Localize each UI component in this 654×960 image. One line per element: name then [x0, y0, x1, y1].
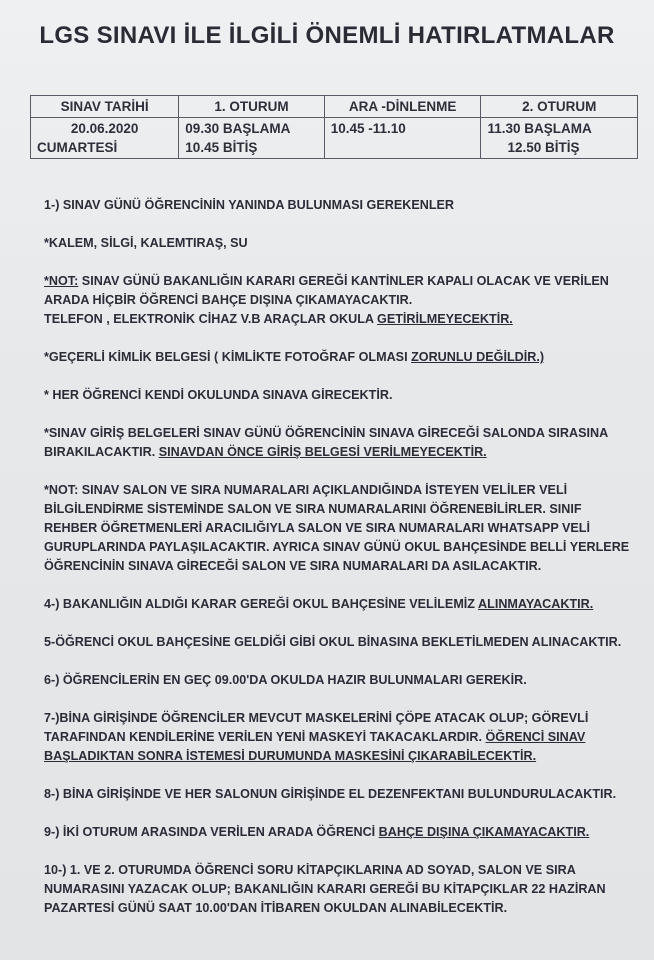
exam-date-cell: [31, 118, 179, 159]
exam-date: 20.06.2020: [70, 121, 139, 136]
item-1: 1-) SINAV GÜNÜ ÖĞRENCİNİN YANINDA BULUNMASI GEREKENLER: [44, 198, 455, 212]
session-2-end: 12.50 BİTİŞ: [507, 140, 580, 155]
page-title: LGS SINAVI İLE İLGİLİ ÖNEMLİ HATIRLATMALAR: [39, 22, 615, 49]
item-entry-document: *SINAV GİRİŞ BELGELERİ SINAV GÜNÜ ÖĞRENCİNİN SINAVA GİRECEĞİ SALONDA SIRASINA BIRAKILACAKTIR. SINAVDAN ÖNCE GİRİŞ BELGESİ VERİLMEYECEKTİR.: [44, 426, 608, 459]
session-1-cell: [179, 118, 324, 159]
note-label: *NOT:: [44, 274, 79, 288]
item-10: 10-) 1. VE 2. OTURUMDA ÖĞRENCİ SORU KİTAPÇIKLARINA AD SOYAD, SALON VE SIRA NUMARASINI YAZACAK OLUP; BAKANLIĞIN KARARI GEREĞİ BU KİTAPÇIKLAR 22 HAZİRAN PAZARTESİ GÜNÜ SAAT 10.00'DAN İTİBAREN OKULDAN ALINABİLECEKTİR.: [44, 863, 606, 915]
item-8: 8-) BİNA GİRİŞİNDE VE HER SALONUN GİRİŞİNDE EL DEZENFEKTANI BULUNDURULACAKTIR.: [44, 787, 617, 801]
header-exam-date: SINAV TARİHİ: [31, 96, 179, 118]
item-4: 4-) BAKANLIĞIN ALDIĞI KARAR GEREĞİ OKUL BAHÇESİNE VELİLEMİZ ALINMAYACAKTIR.: [44, 597, 594, 611]
break-time: 10.45 -11.10: [330, 121, 406, 136]
header-session-1: 1. OTURUM: [179, 96, 324, 118]
header-break: ARA -DİNLENME: [324, 96, 481, 118]
session-1-end: 10.45 BİTİŞ: [185, 140, 258, 155]
item-own-school: * HER ÖĞRENCİ KENDİ OKULUNDA SINAVA GİRECEKTİR.: [44, 388, 393, 402]
header-session-2: 2. OTURUM: [481, 96, 638, 118]
item-5: 5-ÖĞRENCİ OKUL BAHÇESİNE GELDİĞİ GİBİ OKUL BİNASINA BEKLETİLMEDEN ALINACAKTIR.: [44, 635, 622, 649]
exam-day: CUMARTESİ: [37, 140, 118, 155]
item-7: 7-)BİNA GİRİŞİNDE ÖĞRENCİLER MEVCUT MASKELERİNİ ÇÖPE ATACAK OLUP; GÖREVLİ TARAFINDAN KENDİLERİNE VERİLEN YENİ MASKEYİ TAKACAKLARDIR. ÖĞRENCİ SINAV BAŞLADIKTAN SONRA İSTEMESİ DURUMUNDA MASKESİNİ ÇIKARABİLECEKTİR.: [44, 711, 589, 763]
exam-schedule-table: [30, 95, 638, 159]
session-2-start: 11.30 BAŞLAMA: [487, 121, 592, 136]
item-supplies: *KALEM, SİLGİ, KALEMTIRAŞ, SU: [44, 236, 248, 250]
table-row: [31, 118, 638, 159]
session-2-cell: [481, 118, 638, 159]
item-id-card: *GEÇERLİ KİMLİK BELGESİ ( KİMLİKTE FOTOĞRAF OLMASI ZORUNLU DEĞİLDİR.): [44, 350, 545, 364]
reminders-list: [44, 196, 634, 918]
item-note-seat-numbers: *NOT: SINAV SALON VE SIRA NUMARALARI AÇIKLANDIĞINDA İSTEYEN VELİLER VELİ BİLGİLENDİRME SİSTEMİNDE SALON VE SIRA NUMARALARINI ÖĞRENEBİLİRLER. SINIF REHBER ÖĞRETMENLERİ ARACILIĞIYLA SALON VE SIRA NUMARALARI WHATSAPP VELİ GURUPLARINDA PAYLAŞILACAKTIR. AYRICA SINAV GÜNÜ OKUL BAHÇESİNDE BELLİ YERLERE ÖĞRENCİNİN SINAVA GİRECEĞİ SALON VE SIRA NUMARALARI DA ASILACAKTIR.: [44, 483, 630, 573]
table-header-row: [31, 96, 638, 118]
item-6: 6-) ÖĞRENCİLERİN EN GEÇ 09.00'DA OKULDA HAZIR BULUNMALARI GEREKİR.: [44, 673, 527, 687]
item-9: 9-) İKİ OTURUM ARASINDA VERİLEN ARADA ÖĞRENCİ BAHÇE DIŞINA ÇIKAMAYACAKTIR.: [44, 825, 590, 839]
break-cell: [324, 118, 481, 159]
item-note-canteen: *NOT: SINAV GÜNÜ BAKANLIĞIN KARARI GEREĞİ KANTİNLER KAPALI OLACAK VE VERİLEN ARADA HİÇBİR ÖĞRENCİ BAHÇE DIŞINA ÇIKAMAYACAKTIR. TELEFON , ELEKTRONİK CİHAZ V.B ARAÇLAR OKULA GETİRİLMEYECEKTİR.: [44, 274, 609, 326]
session-1-start: 09.30 BAŞLAMA: [185, 121, 291, 136]
